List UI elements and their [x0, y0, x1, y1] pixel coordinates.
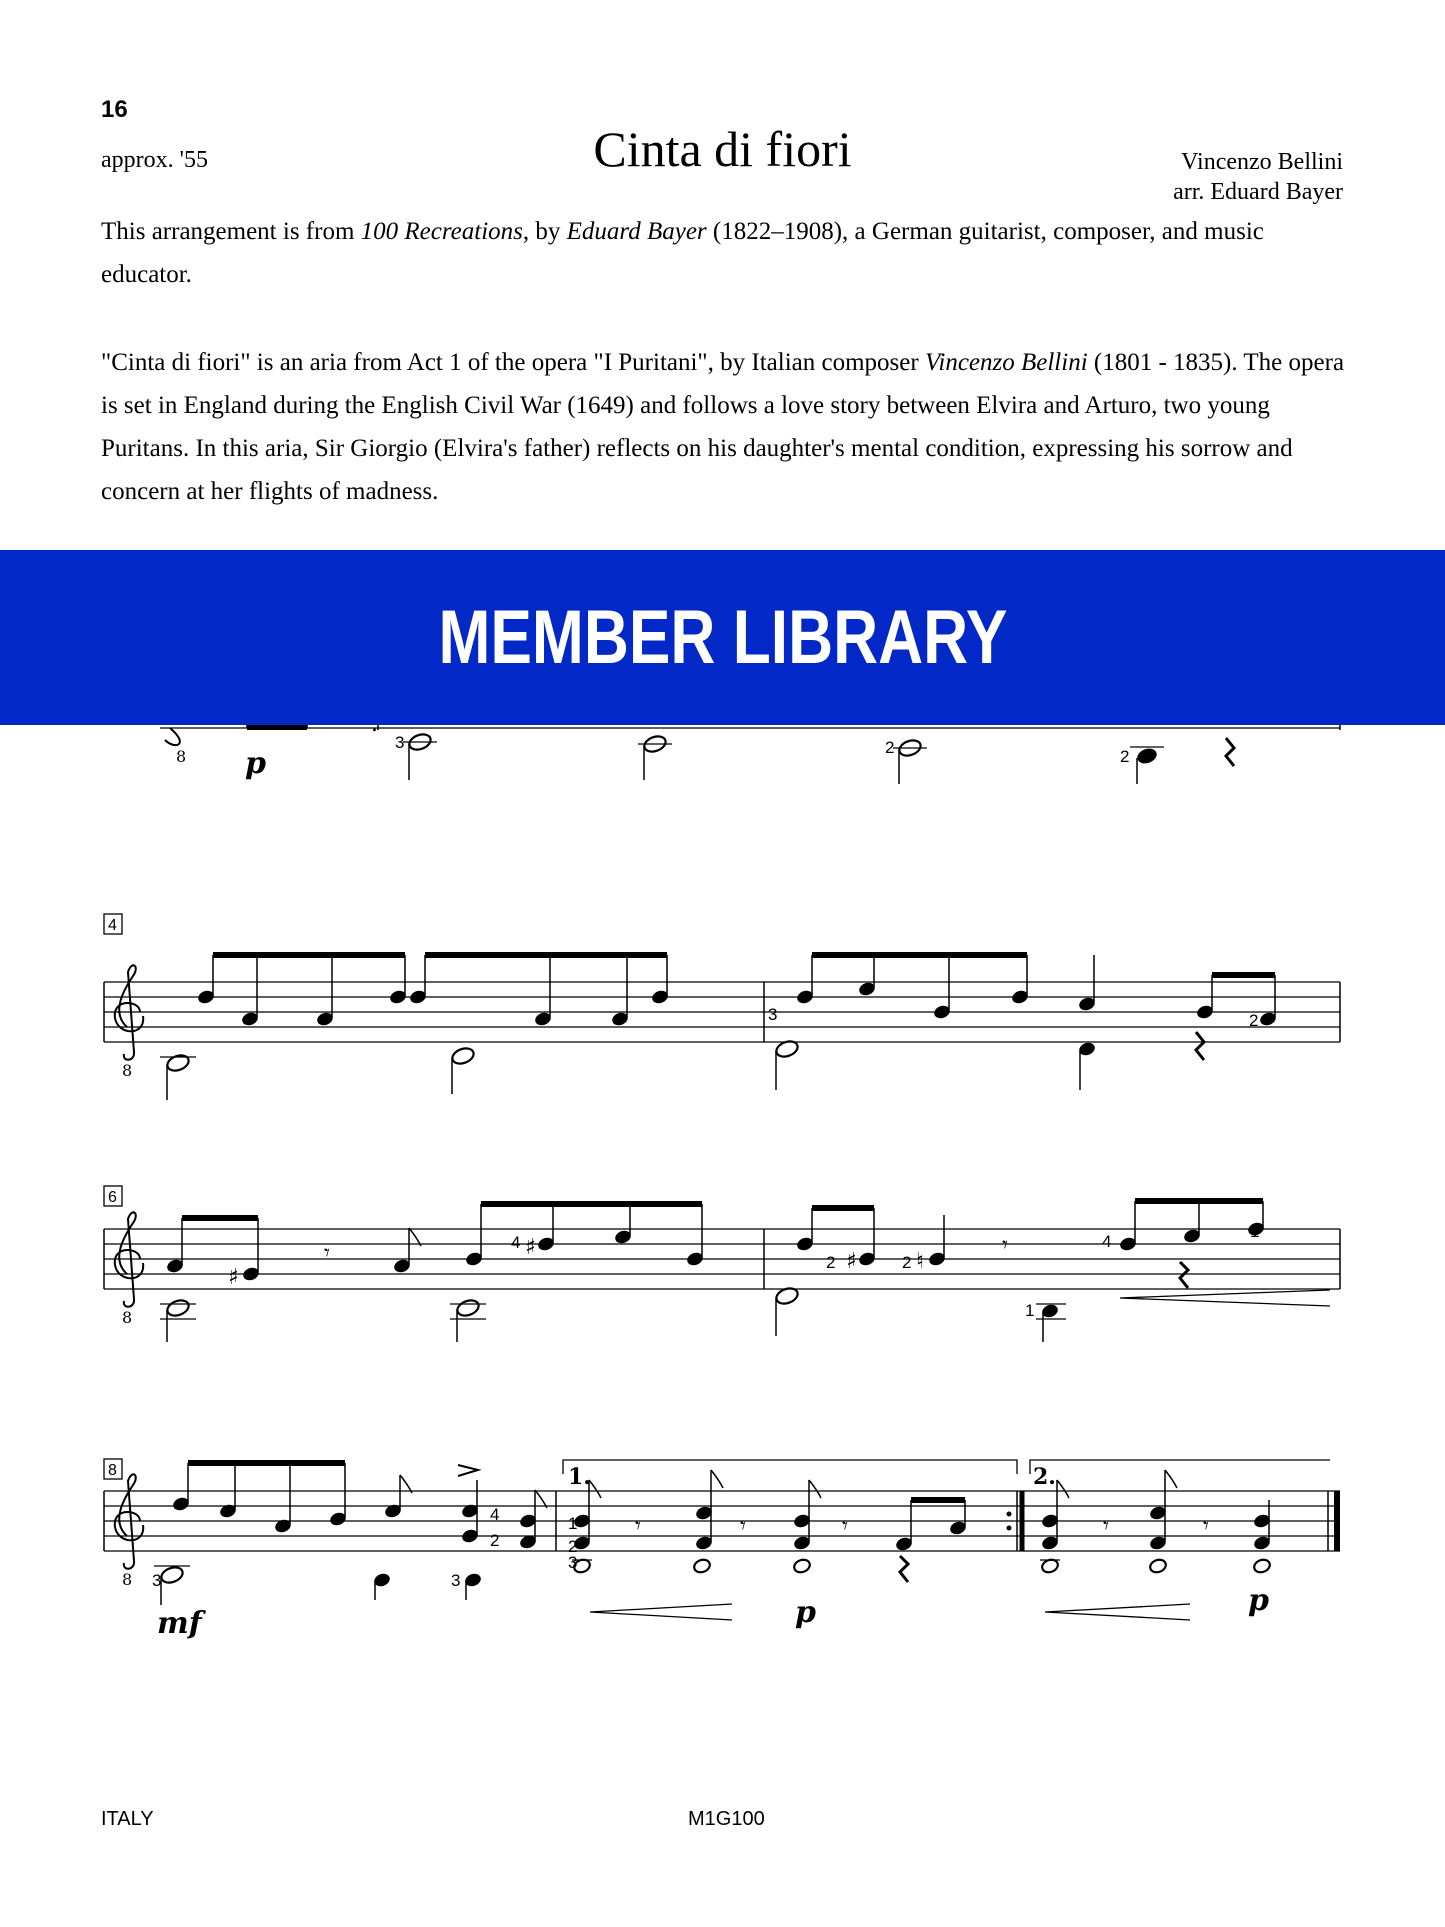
fingering: 2	[1120, 747, 1130, 766]
arranger-emphasis: Eduard Bayer	[566, 218, 707, 245]
svg-text:𝄾: 𝄾	[324, 1241, 330, 1266]
staff-system-2	[104, 955, 1340, 1100]
footer-code: M1G100	[688, 1808, 765, 1830]
intro-text: "Cinta di fiori" is an aria from Act 1 of the opera "I Puritani", by Italian composer	[101, 349, 925, 376]
svg-text:8: 8	[122, 1570, 133, 1589]
fingering: 1	[1250, 1222, 1260, 1241]
fingering: 2	[568, 1537, 578, 1556]
composer-emphasis: Vincenzo Bellini	[924, 349, 1088, 376]
measure-number: 4	[108, 917, 117, 934]
svg-text:𝄾: 𝄾	[1002, 1233, 1008, 1258]
fingering: 3	[768, 1005, 778, 1024]
fingering: 2	[826, 1253, 836, 1272]
staff-system-4	[104, 1460, 1340, 1620]
intro-text: (1822–1908), a German guitarist, composer, and music educator.	[101, 218, 1264, 288]
staff-system-3	[104, 1201, 1340, 1342]
fingering: 3	[451, 1571, 461, 1590]
svg-text:♯: ♯	[525, 1235, 536, 1260]
fingering: 2	[490, 1531, 500, 1550]
dynamic-marking: p	[245, 746, 266, 781]
piece-title: Cinta di fiori	[593, 121, 852, 177]
fingering: 4	[511, 1233, 521, 1252]
measure-number: 8	[108, 1462, 117, 1479]
intro-text: (1801 - 1835). The opera is set in England during the English Civil War (1649) and follows a love story between Elvira and Arturo, two young Puritans. In this aria, Sir Giorgio (Elvira's father) reflects on his daughter's mental condition, expressing his sorrow and concern at her flights of madness.	[101, 349, 1345, 505]
svg-text:8: 8	[122, 1061, 133, 1080]
svg-text:8: 8	[122, 1308, 133, 1327]
svg-text:♯: ♯	[846, 1249, 857, 1274]
svg-text:♯: ♯	[228, 1265, 239, 1290]
tempo-marking: approx. '55	[101, 147, 208, 173]
measure-number: 6	[108, 1189, 117, 1206]
fingering: 3	[395, 733, 405, 752]
fingering: 2	[885, 738, 895, 757]
svg-text:♮: ♮	[916, 1249, 924, 1274]
dynamic-marking: p	[1248, 1583, 1269, 1618]
footer-country: ITALY	[101, 1808, 154, 1830]
arranger-name: arr. Eduard Bayer	[1173, 179, 1343, 205]
fingering: 3	[568, 1553, 578, 1572]
fingering: 4	[1102, 1232, 1112, 1251]
second-ending: 2.	[1033, 1464, 1056, 1490]
fingering: 2	[902, 1253, 912, 1272]
fingering: 4	[490, 1505, 500, 1524]
member-library-banner	[0, 550, 1445, 725]
first-ending: 1.	[568, 1464, 591, 1490]
fingering: 2	[1249, 1011, 1259, 1030]
fingering: 1	[568, 1514, 578, 1533]
fingering: 3	[152, 1571, 162, 1590]
dynamic-marking: p	[795, 1595, 816, 1630]
svg-text:𝄾: 𝄾	[635, 1514, 641, 1539]
svg-text:𝄾: 𝄾	[1103, 1514, 1109, 1539]
svg-text:𝄾: 𝄾	[1203, 1514, 1209, 1539]
svg-text:𝄾: 𝄾	[740, 1514, 746, 1539]
fingering: 1	[1025, 1301, 1035, 1320]
svg-text:8: 8	[176, 747, 187, 766]
book-title: 100 Recreations	[360, 218, 523, 245]
banner-text: MEMBER LIBRARY	[438, 595, 1007, 680]
dynamic-marking: mf	[157, 1606, 202, 1641]
svg-text:𝄾: 𝄾	[842, 1514, 848, 1539]
intro-text: This arrangement is from	[101, 218, 361, 245]
composer-name: Vincenzo Bellini	[1181, 149, 1343, 175]
page-number: 16	[101, 96, 128, 123]
intro-text: , by	[522, 218, 567, 245]
